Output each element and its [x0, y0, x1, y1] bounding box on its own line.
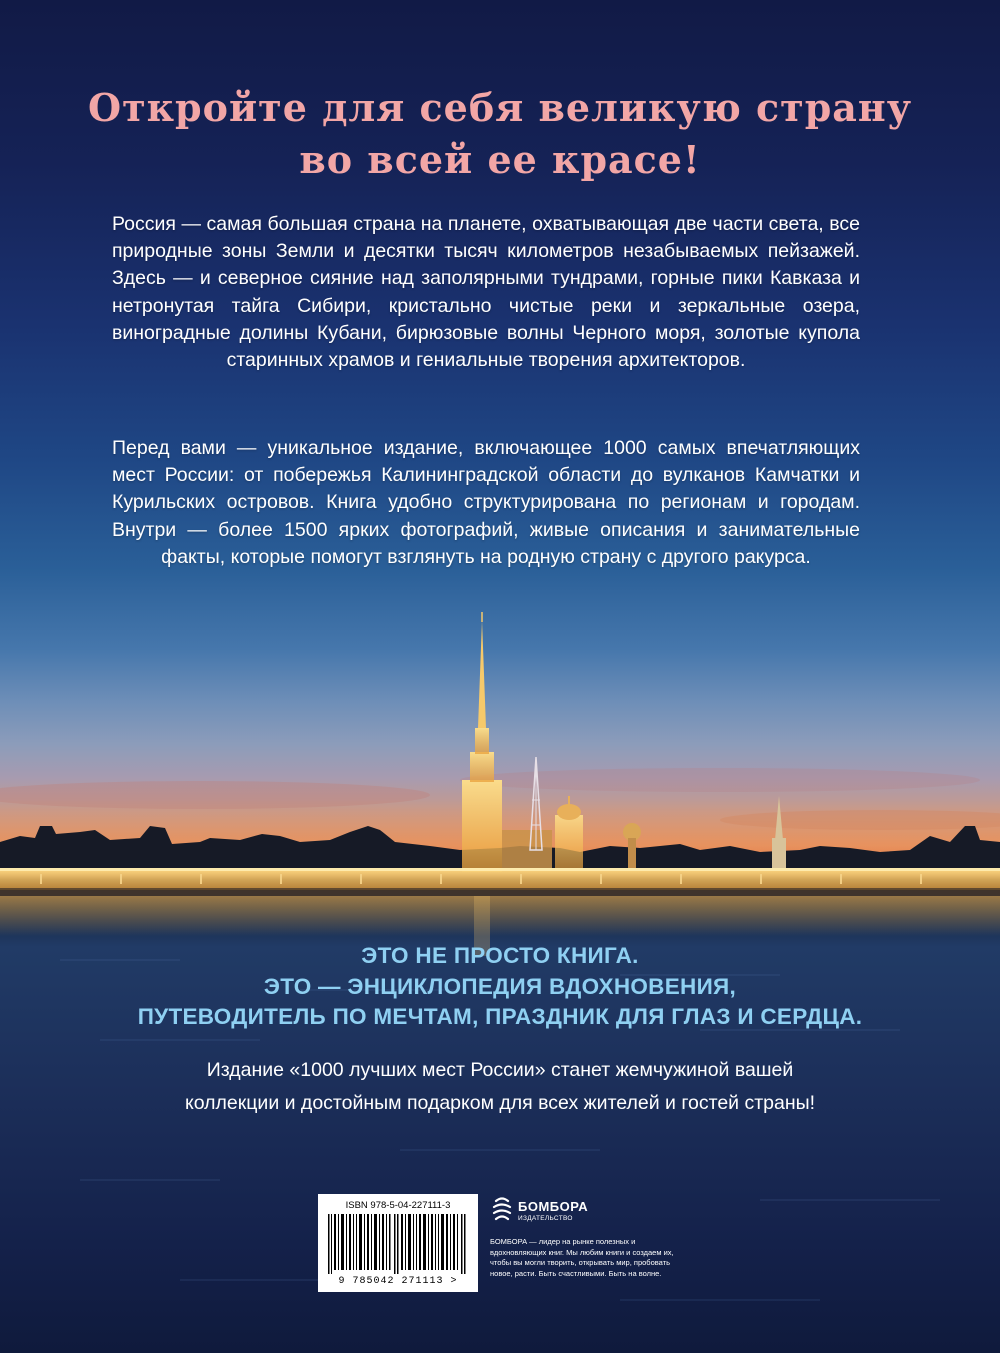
cover-headline: [0, 82, 1000, 186]
description-paragraph-2: Перед вами — уникальное издание, включающее 1000 самых впечатляющих мест России: от побережья Калининградской области до вулканов Камчатки и Курильских островов. Книга удобно структурирована по регионам и городам. Внутри — более 1500 ярких фотографий, живые описания и занимательные факты, которые помогут взглянуть на родную страну с другого ракурса.: [112, 437, 860, 568]
publisher-block: [490, 1195, 690, 1235]
tagline-line-2: ЭТО — ЭНЦИКЛОПЕДИЯ ВДОХНОВЕНИЯ,: [263, 973, 737, 999]
closing-line-1: Издание «1000 лучших мест России» станет жемчужиной вашей: [206, 1059, 794, 1081]
barcode-icon: [324, 1214, 472, 1274]
closing-statement: [90, 1054, 910, 1120]
publisher-subtitle: ИЗДАТЕЛЬСТВО: [518, 1215, 573, 1222]
description-paragraph-1: Россия — самая большая страна на планете, охватывающая две части света, все природные зоны Земли и десятки тысяч километров незабываемых пейзажей. Здесь — и северное сияние над заполярными тундрами, горные пики Кавказа и нетронутая тайга Сибири, кристально чистые реки и зеркальные озера, виноградные долины Кубани, бирюзовые волны Черного моря, золотые купола старинных храмов и гениальные творения архитекторов.: [112, 213, 860, 372]
tagline: [0, 941, 1000, 1033]
headline-line-2: во всей ее красе!: [299, 137, 701, 182]
isbn-label: ISBN 978-5-04-227111-3: [345, 1200, 451, 1211]
bombora-logo-icon: [490, 1195, 514, 1225]
publisher-name: БОМБОРА: [518, 1199, 589, 1214]
isbn-barcode-block: [318, 1194, 478, 1292]
headline-line-1: Откройте для себя великую страну: [87, 85, 913, 130]
tagline-line-3: ПУТЕВОДИТЕЛЬ ПО МЕЧТАМ, ПРАЗДНИК ДЛЯ ГЛАЗ И СЕРДЦА.: [137, 1004, 863, 1029]
closing-line-2: коллекции и достойным подарком для всех жителей и гостей страны!: [184, 1092, 816, 1114]
publisher-description: БОМБОРА — лидер на рынке полезных и вдохновляющих книг. Мы любим книги и создаем их, чтобы вы могли творить, открывать мир, пробовать новое, расти. Быть счастливыми. Быть на волне.: [490, 1237, 674, 1278]
tagline-line-1: ЭТО НЕ ПРОСТО КНИГА.: [361, 943, 639, 968]
isbn-digits: 9 785042 271113 >: [338, 1276, 458, 1287]
